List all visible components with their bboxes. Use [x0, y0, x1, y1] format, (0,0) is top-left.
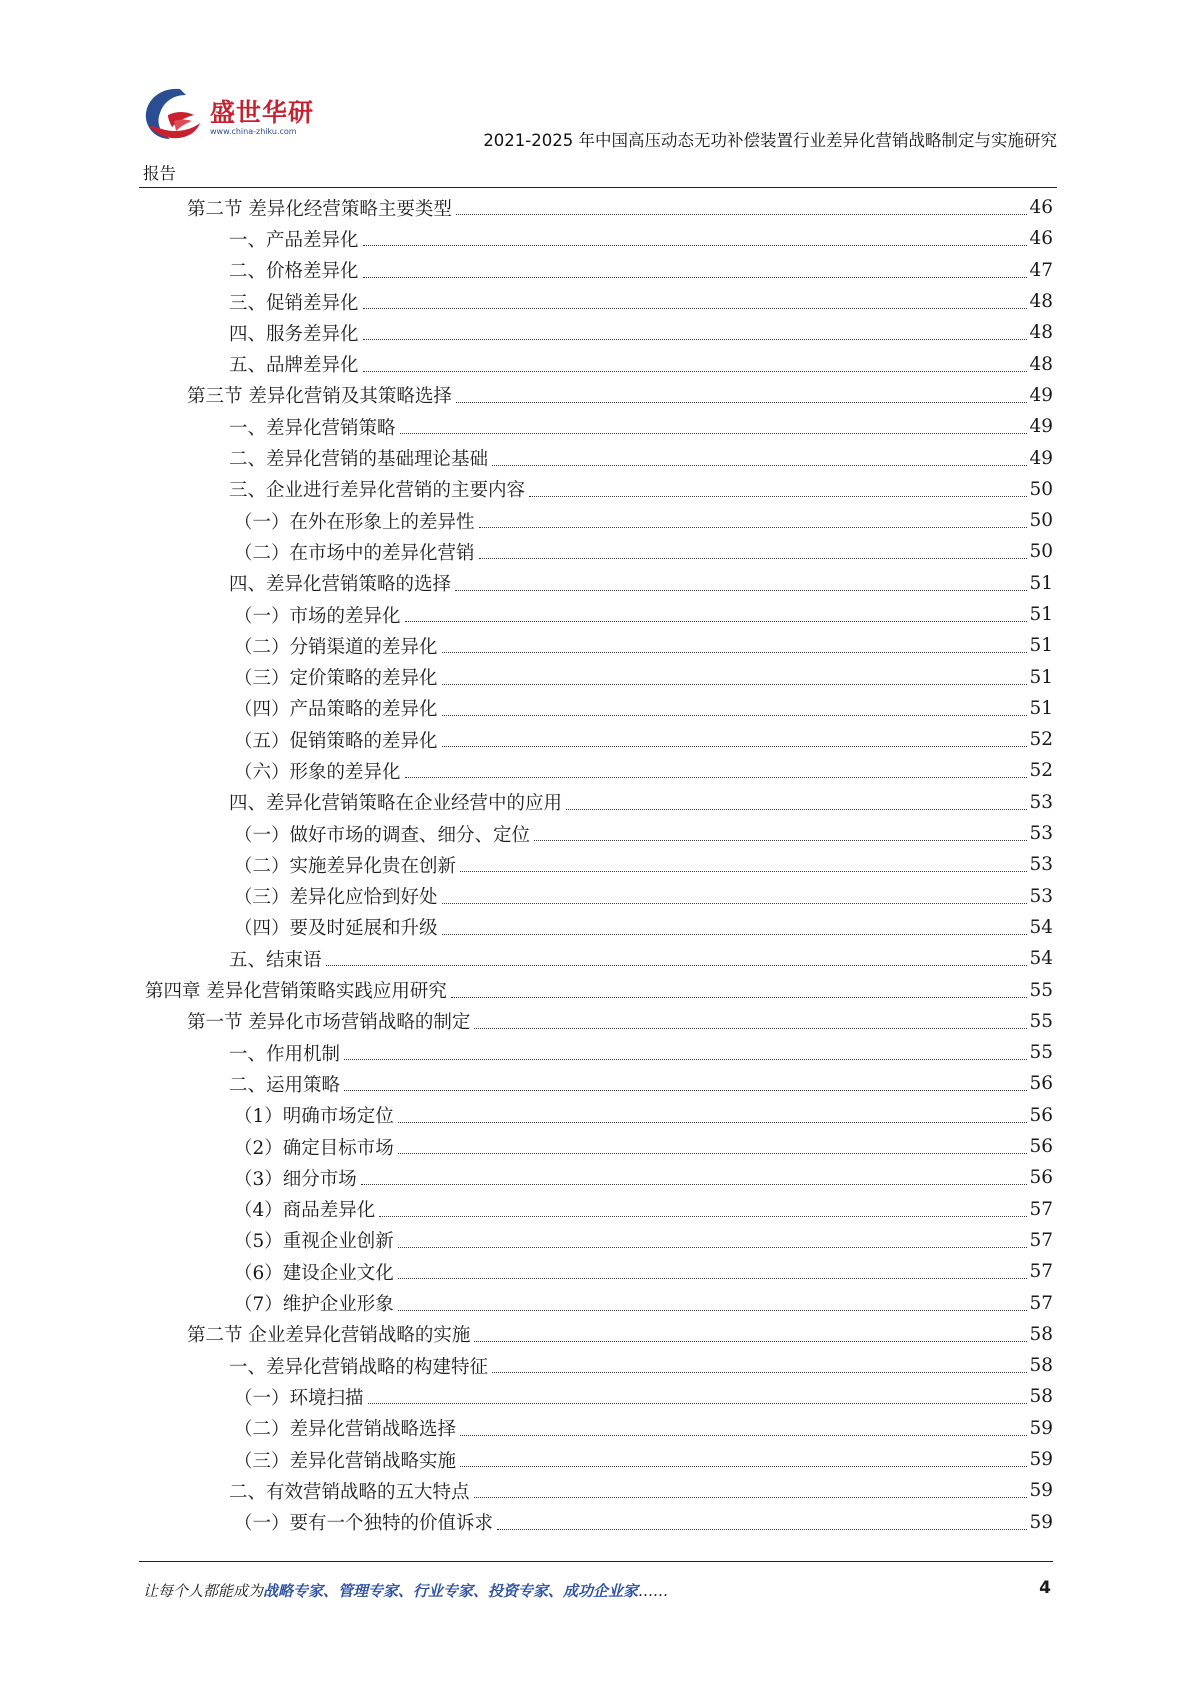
- toc-dot-leader: [363, 339, 1028, 340]
- toc-entry[interactable]: [234, 912, 1053, 943]
- toc-entry[interactable]: [229, 568, 1053, 599]
- toc-dot-leader: [405, 621, 1028, 622]
- toc-entry[interactable]: [234, 630, 1053, 661]
- toc-entry-page: 56: [1029, 1136, 1053, 1158]
- table-of-contents: [0, 192, 1191, 1538]
- toc-entry-label: 第二节 企业差异化营销战略的实施: [187, 1325, 471, 1347]
- toc-entry[interactable]: [234, 505, 1053, 536]
- toc-dot-leader: [379, 1216, 1027, 1217]
- toc-entry-label: 二、有效营销战略的五大特点: [229, 1481, 470, 1503]
- toc-entry[interactable]: [229, 1475, 1053, 1506]
- toc-entry[interactable]: [234, 1444, 1053, 1475]
- toc-entry-label: 第二节 差异化经营策略主要类型: [187, 198, 452, 220]
- toc-dot-leader: [344, 1059, 1027, 1060]
- toc-entry[interactable]: [234, 693, 1053, 724]
- toc-entry-label: （一）环境扫描: [234, 1387, 364, 1409]
- toc-entry[interactable]: [229, 474, 1053, 505]
- toc-entry[interactable]: [234, 1506, 1053, 1537]
- toc-dot-leader: [455, 590, 1027, 591]
- toc-dot-leader: [534, 840, 1027, 841]
- toc-entry-label: （一）做好市场的调查、细分、定位: [234, 824, 531, 846]
- toc-entry[interactable]: [187, 192, 1053, 223]
- toc-entry-page: 57: [1029, 1261, 1053, 1283]
- toc-entry[interactable]: [234, 1256, 1053, 1287]
- toc-dot-leader: [361, 1184, 1028, 1185]
- toc-entry-label: 三、促销差异化: [229, 292, 359, 314]
- toc-dot-leader: [497, 1529, 1027, 1530]
- toc-entry[interactable]: [187, 1006, 1053, 1037]
- toc-entry-label: （四）产品策略的差异化: [234, 699, 438, 721]
- toc-entry[interactable]: [234, 1381, 1053, 1412]
- toc-entry[interactable]: [229, 1068, 1053, 1099]
- toc-entry-label: 二、价格差异化: [229, 261, 359, 283]
- toc-entry-label: 二、差异化营销的基础理论基础: [229, 449, 489, 471]
- toc-entry-label: （五）促销策略的差异化: [234, 730, 438, 752]
- toc-entry-page: 55: [1029, 1010, 1053, 1032]
- toc-entry-page: 51: [1029, 604, 1053, 625]
- toc-entry-page: 54: [1029, 948, 1053, 970]
- toc-entry-label: （四）要及时延展和升级: [234, 918, 438, 940]
- toc-entry-label: （二）实施差异化贵在创新: [234, 855, 457, 877]
- toc-dot-leader: [363, 371, 1028, 372]
- toc-entry[interactable]: [229, 442, 1053, 473]
- toc-dot-leader: [460, 1466, 1027, 1467]
- toc-entry-page: 59: [1029, 1417, 1053, 1439]
- toc-entry-page: 49: [1029, 447, 1053, 469]
- toc-entry-page: 56: [1029, 1167, 1053, 1189]
- logo-text: 盛世华研: [210, 98, 315, 127]
- toc-entry[interactable]: [234, 661, 1053, 692]
- toc-entry-label: 四、差异化营销策略在企业经营中的应用: [229, 793, 563, 815]
- page-number: 4: [1039, 1578, 1051, 1598]
- toc-entry[interactable]: [234, 849, 1053, 880]
- toc-dot-leader: [474, 1497, 1028, 1498]
- toc-entry-page: 51: [1029, 697, 1053, 719]
- toc-entry-label: 一、产品差异化: [229, 229, 359, 251]
- toc-entry-page: 55: [1029, 1042, 1053, 1064]
- toc-entry-page: 57: [1029, 1292, 1053, 1314]
- toc-entry[interactable]: [229, 1350, 1053, 1381]
- toc-dot-leader: [442, 746, 1028, 747]
- toc-entry-page: 48: [1029, 353, 1053, 375]
- toc-dot-leader: [398, 1153, 1028, 1154]
- toc-entry-page: 48: [1029, 291, 1053, 313]
- toc-entry-page: 57: [1029, 1229, 1053, 1251]
- toc-entry[interactable]: [229, 1037, 1053, 1068]
- toc-entry[interactable]: [234, 1194, 1053, 1225]
- toc-entry[interactable]: [229, 943, 1053, 974]
- toc-dot-leader: [398, 1247, 1028, 1248]
- toc-dot-leader: [529, 496, 1027, 497]
- toc-entry[interactable]: [187, 1319, 1053, 1350]
- toc-entry-page: 58: [1029, 1386, 1053, 1408]
- toc-entry[interactable]: [234, 599, 1053, 630]
- toc-entry-label: （三）差异化应恰到好处: [234, 887, 438, 909]
- toc-entry-page: 59: [1029, 1511, 1053, 1533]
- toc-entry-page: 50: [1029, 478, 1053, 500]
- toc-dot-leader: [368, 1403, 1028, 1404]
- toc-entry[interactable]: [229, 286, 1053, 317]
- toc-entry-page: 59: [1029, 1449, 1053, 1471]
- toc-entry-label: （二）在市场中的差异化营销: [234, 542, 475, 564]
- toc-entry-label: 三、企业进行差异化营销的主要内容: [229, 480, 526, 502]
- toc-dot-leader: [344, 1090, 1027, 1091]
- toc-dot-leader: [326, 965, 1028, 966]
- toc-entry-label: （一）要有一个独特的价值诉求: [234, 1513, 494, 1535]
- toc-entry-label: 第四章 差异化营销策略实践应用研究: [145, 981, 447, 1003]
- toc-entry[interactable]: [145, 974, 1053, 1005]
- toc-dot-leader: [398, 1310, 1028, 1311]
- toc-entry[interactable]: [234, 1100, 1053, 1131]
- toc-entry-label: （一）市场的差异化: [234, 605, 401, 627]
- page-header: [0, 0, 1191, 195]
- toc-entry[interactable]: [234, 1225, 1053, 1256]
- toc-entry-page: 57: [1029, 1198, 1053, 1220]
- toc-entry-label: 第三节 差异化营销及其策略选择: [187, 386, 452, 408]
- toc-entry-page: 47: [1029, 259, 1053, 281]
- report-title-tail: 报告: [143, 164, 176, 183]
- company-logo: [140, 85, 315, 147]
- motto-suffix: ……: [638, 1582, 669, 1600]
- toc-entry-page: 50: [1029, 541, 1053, 563]
- header-divider: [139, 187, 1057, 188]
- motto-accent: 战略专家、管理专家、行业专家、投资专家、成功企业家: [263, 1582, 639, 1600]
- toc-dot-leader: [474, 1028, 1027, 1029]
- report-title: 2021-2025 年中国高压动态无功补偿装置行业差异化营销战略制定与实施研究: [483, 131, 1057, 150]
- toc-entry-label: （4）商品差异化: [234, 1200, 376, 1222]
- toc-entry-page: 53: [1029, 885, 1053, 907]
- toc-entry[interactable]: [229, 255, 1053, 286]
- toc-entry-page: 51: [1029, 635, 1053, 657]
- toc-entry-page: 53: [1029, 823, 1053, 845]
- toc-dot-leader: [451, 997, 1028, 998]
- toc-dot-leader: [460, 1435, 1027, 1436]
- toc-entry-page: 53: [1029, 854, 1053, 876]
- toc-entry-page: 49: [1029, 416, 1053, 438]
- toc-dot-leader: [492, 1372, 1027, 1373]
- toc-entry-label: （二）分销渠道的差异化: [234, 636, 438, 658]
- toc-entry-page: 50: [1029, 510, 1053, 532]
- toc-entry[interactable]: [234, 881, 1053, 912]
- toc-entry-page: 51: [1029, 572, 1053, 594]
- toc-dot-leader: [492, 465, 1027, 466]
- toc-dot-leader: [442, 934, 1028, 935]
- toc-entry[interactable]: [234, 536, 1053, 567]
- toc-entry-label: 一、作用机制: [229, 1043, 341, 1065]
- toc-entry-label: （三）差异化营销战略实施: [234, 1450, 457, 1472]
- toc-entry-label: （6）建设企业文化: [234, 1262, 394, 1284]
- toc-entry-label: 四、服务差异化: [229, 323, 359, 345]
- toc-entry[interactable]: [229, 348, 1053, 379]
- toc-entry-page: 58: [1029, 1323, 1053, 1345]
- toc-entry[interactable]: [234, 1287, 1053, 1318]
- toc-entry-label: 一、差异化营销策略: [229, 417, 396, 439]
- toc-entry[interactable]: [229, 223, 1053, 254]
- toc-dot-leader: [460, 871, 1027, 872]
- toc-dot-leader: [363, 277, 1028, 278]
- toc-dot-leader: [474, 1341, 1027, 1342]
- toc-dot-leader: [363, 308, 1028, 309]
- toc-dot-leader: [479, 558, 1028, 559]
- toc-dot-leader: [479, 527, 1028, 528]
- toc-entry-page: 54: [1029, 916, 1053, 938]
- toc-entry-page: 46: [1029, 228, 1053, 250]
- toc-entry-page: 56: [1029, 1104, 1053, 1126]
- toc-entry[interactable]: [187, 380, 1053, 411]
- toc-dot-leader: [442, 903, 1028, 904]
- toc-dot-leader: [566, 809, 1027, 810]
- toc-entry-label: （3）细分市场: [234, 1168, 357, 1190]
- toc-entry-page: 55: [1029, 979, 1053, 1001]
- toc-entry-page: 48: [1029, 322, 1053, 344]
- toc-dot-leader: [363, 245, 1028, 246]
- footer-divider: [139, 1561, 1053, 1562]
- toc-entry-label: （7）维护企业形象: [234, 1294, 394, 1316]
- toc-entry-label: （二）差异化营销战略选择: [234, 1419, 457, 1441]
- toc-entry[interactable]: [234, 724, 1053, 755]
- toc-entry-page: 53: [1029, 791, 1053, 813]
- toc-dot-leader: [456, 402, 1028, 403]
- toc-entry-label: 第一节 差异化市场营销战略的制定: [187, 1012, 471, 1034]
- toc-entry-label: （5）重视企业创新: [234, 1231, 394, 1253]
- toc-entry-page: 52: [1029, 760, 1053, 782]
- toc-dot-leader: [442, 684, 1028, 685]
- logo-swoosh-icon: [140, 85, 206, 147]
- toc-entry[interactable]: [234, 1413, 1053, 1444]
- toc-entry-label: 二、运用策略: [229, 1074, 341, 1096]
- toc-entry-label: 一、差异化营销战略的构建特征: [229, 1356, 489, 1378]
- toc-dot-leader: [400, 433, 1028, 434]
- toc-entry-page: 56: [1029, 1073, 1053, 1095]
- toc-entry-label: （一）在外在形象上的差异性: [234, 511, 475, 533]
- toc-entry-page: 49: [1029, 384, 1053, 406]
- toc-entry[interactable]: [234, 1131, 1053, 1162]
- toc-entry-page: 52: [1029, 729, 1053, 751]
- toc-entry[interactable]: [229, 787, 1053, 818]
- toc-dot-leader: [398, 1122, 1028, 1123]
- toc-entry[interactable]: [229, 317, 1053, 348]
- toc-dot-leader: [398, 1278, 1028, 1279]
- footer-motto: [143, 1580, 668, 1601]
- toc-dot-leader: [405, 777, 1028, 778]
- toc-entry-page: 59: [1029, 1480, 1053, 1502]
- toc-entry[interactable]: [234, 1162, 1053, 1193]
- toc-entry[interactable]: [234, 818, 1053, 849]
- toc-entry-page: 46: [1029, 197, 1053, 219]
- toc-dot-leader: [456, 214, 1028, 215]
- logo-url: www.china-zhiku.com: [210, 127, 297, 136]
- toc-entry-label: 五、结束语: [229, 949, 322, 971]
- toc-dot-leader: [442, 715, 1028, 716]
- toc-entry-label: （六）形象的差异化: [234, 761, 401, 783]
- toc-entry-label: 四、差异化营销策略的选择: [229, 574, 452, 596]
- toc-entry[interactable]: [234, 755, 1053, 786]
- toc-entry-label: （三）定价策略的差异化: [234, 668, 438, 690]
- toc-entry-page: 51: [1029, 666, 1053, 688]
- toc-entry-label: 五、品牌差异化: [229, 355, 359, 377]
- motto-prefix: 让每个人都能成为: [143, 1582, 264, 1600]
- toc-entry-page: 58: [1029, 1355, 1053, 1377]
- toc-dot-leader: [442, 652, 1028, 653]
- toc-entry-label: （2）确定目标市场: [234, 1137, 394, 1159]
- toc-entry[interactable]: [229, 411, 1053, 442]
- toc-entry-label: （1）明确市场定位: [234, 1106, 394, 1128]
